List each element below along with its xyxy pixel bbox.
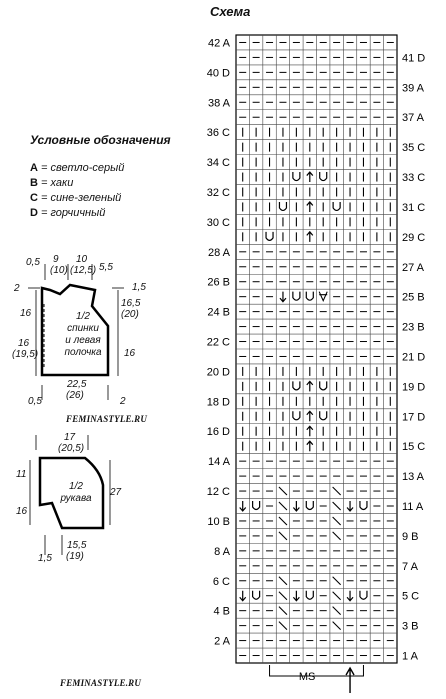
row-label-right: 33 C [402,172,426,185]
dim-label: 27 [110,487,122,498]
row-label-left: 42 A [207,37,230,50]
slant-stitch [279,532,287,540]
down-arrow-stitch [293,501,299,511]
slant-stitch [333,502,341,510]
dim-label: 2 [14,283,20,294]
yarn-over-stitch [320,381,327,390]
dim-label: 16 [16,506,28,517]
dim-label: 16,5 [121,298,141,309]
watermark: FEMINASTYLE.RU [60,678,142,688]
down-arrow-stitch [240,591,246,601]
row-label-right: 31 C [402,201,426,214]
up-arrow-stitch [307,411,313,421]
up-arrow-stitch [307,426,313,436]
down-arrow-stitch [240,501,246,511]
row-label-right: 5 C [402,590,420,603]
dim-label: (20) [121,309,139,320]
row-label-left: 18 D [206,396,230,409]
yarn-over-stitch [306,292,313,301]
slant-stitch [279,502,287,510]
dim-label: 16 [20,308,32,319]
row-label-right: 11 A [402,501,424,513]
down-arrow-stitch [347,501,353,511]
row-label-right: 19 D [402,381,426,394]
down-arrow-stitch [347,591,353,601]
slant-stitch [333,592,341,600]
row-label-right: 37 A [402,112,425,125]
dim-label: (26) [66,390,84,401]
row-label-left: 4 B [213,605,230,618]
yarn-over-stitch [293,292,300,301]
row-label-left: 14 A [207,456,230,469]
dim-label: (12,5) [70,265,97,276]
watermark: FEMINASTYLE.RU [66,414,148,424]
dim-label: (10) [50,265,68,276]
row-label-left: 2 A [214,635,230,648]
row-label-right: 9 B [402,530,419,543]
slant-stitch [279,607,287,615]
centered-decrease-stitch [319,292,327,301]
yarn-over-stitch [266,232,273,241]
up-arrow-stitch [307,441,313,451]
legend-text: горчичный [50,207,106,219]
slant-stitch [333,607,341,615]
slant-stitch [333,517,341,525]
legend-code: D [30,207,38,219]
row-label-right: 15 C [402,441,426,454]
row-label-left: 30 C [206,216,230,229]
yarn-over-stitch [293,411,300,420]
legend-item-c: C = сине-зеленый [30,192,122,204]
row-label-right: 3 B [402,620,419,633]
row-label-left: 34 C [206,157,230,170]
yarn-over-stitch [333,202,340,211]
row-label-left: 22 C [206,336,230,349]
yarn-over-stitch [320,411,327,420]
row-label-left: 20 D [206,366,230,379]
dim-label: (19,5) [12,349,39,360]
yarn-over-stitch [306,591,313,600]
slant-stitch [333,577,341,585]
dim-label: 5,5 [99,262,113,273]
row-label-left: 12 C [206,486,230,499]
slant-stitch [279,517,287,525]
dim-label: (20,5) [58,443,85,454]
slant-stitch [279,487,287,495]
legend-item-a: A = светло-серый [30,162,125,174]
legend-item-d: D = горчичный [30,207,106,219]
dim-label: 0,5 [28,396,42,407]
row-label-left: 6 C [212,575,230,588]
row-label-right: 23 B [402,321,425,334]
up-arrow-stitch [307,172,313,182]
row-label-left: 38 A [207,97,230,110]
dim-label: 16 [18,338,30,349]
row-label-left: 24 B [207,306,230,319]
slant-stitch [333,532,341,540]
legend-text: сине-зеленый [50,192,122,204]
slant-stitch [333,622,341,630]
dim-label: 10 [76,254,88,265]
row-label-right: 1 A [402,650,418,663]
chart-title: Схема [210,4,251,19]
row-label-left: 28 A [207,246,230,259]
dim-label: 17 [64,432,76,443]
up-arrow-stitch [307,381,313,391]
yarn-over-stitch [306,501,313,510]
legend-code: C [30,192,38,204]
slant-stitch [279,592,287,600]
dim-label: 1,5 [38,553,52,564]
yarn-over-stitch [253,501,260,510]
dim-label: 2 [120,396,126,407]
row-label-right: 7 A [402,560,418,573]
dim-label: 15,5 [67,540,87,551]
row-label-left: 36 C [206,127,230,140]
yarn-over-stitch [320,172,327,181]
row-label-left: 10 B [207,515,230,528]
yarn-over-stitch [293,172,300,181]
down-arrow-stitch [280,292,286,302]
legend-code: A [30,162,38,174]
row-label-left: 16 D [206,426,230,439]
yarn-over-stitch [360,591,367,600]
row-label-left: 40 D [206,67,230,80]
row-label-right: 29 C [402,231,426,244]
up-arrow-stitch [307,232,313,242]
row-label-right: 21 D [402,351,426,364]
slant-stitch [333,487,341,495]
slant-stitch [279,622,287,630]
dim-label: 16 [124,348,136,359]
up-arrow-stitch [307,202,313,212]
yarn-over-stitch [253,591,260,600]
sleeve-schematic-label: 1/2 рукава [60,481,92,504]
slant-stitch [279,577,287,585]
yarn-over-stitch [279,202,286,211]
row-label-right: 39 A [402,82,425,95]
row-label-right: 13 A [402,471,425,484]
yarn-over-stitch [360,501,367,510]
dim-label: 22,5 [67,379,87,390]
dim-label: 11 [16,469,27,480]
back-schematic-label: 1/2 спинки и левая полочка [64,311,102,358]
row-label-right: 27 A [402,261,425,274]
dim-label: (19) [66,551,84,562]
row-label-right: 17 D [402,411,426,424]
start-arrow [346,668,354,693]
row-label-left: 8 A [214,545,230,558]
down-arrow-stitch [293,591,299,601]
dim-label: 9 [53,254,59,265]
row-label-left: 26 B [207,276,230,289]
row-label-right: 41 D [402,52,426,65]
repeat-label: MS [298,671,316,683]
yarn-over-stitch [293,381,300,390]
row-label-right: 25 B [402,291,425,304]
dim-label: 0,5 [26,257,40,268]
legend-title: Условные обозначения [30,133,171,147]
legend-code: B [30,177,38,189]
legend-text: хаки [50,177,74,189]
dim-label: 1,5 [132,282,146,293]
row-label-right: 35 C [402,142,426,155]
legend-text: светло-серый [50,162,125,174]
legend-item-b: B = хаки [30,177,74,189]
row-label-left: 32 C [206,187,230,199]
